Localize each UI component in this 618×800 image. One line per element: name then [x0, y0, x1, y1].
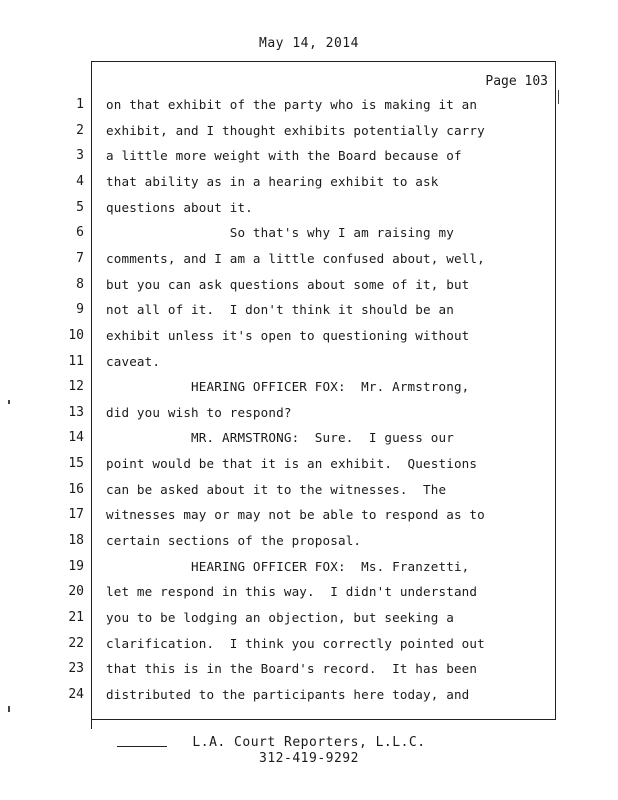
transcript-line — [0, 327, 618, 353]
transcript-line — [0, 122, 618, 148]
transcript-line — [0, 199, 618, 225]
line-number: 12 — [68, 379, 84, 395]
line-number: 8 — [76, 276, 84, 292]
line-number: 1 — [76, 97, 84, 112]
transcript-line — [0, 635, 618, 661]
line-text: point would be that it is an exhibit. Questions — [106, 456, 478, 472]
line-number: 11 — [68, 353, 84, 369]
line-number: 5 — [76, 199, 84, 215]
line-text: HEARING OFFICER FOX: Mr. Armstrong, — [106, 379, 470, 395]
transcript-line — [0, 353, 618, 379]
line-text: comments, and I am a little confused about, well, — [106, 250, 485, 266]
line-number: 19 — [68, 558, 84, 574]
line-number: 7 — [76, 250, 84, 266]
line-number: 13 — [68, 404, 84, 420]
line-text: that ability as in a hearing exhibit to ask — [106, 173, 439, 189]
line-number: 10 — [68, 327, 84, 343]
transcript-line — [0, 250, 618, 276]
line-number: 17 — [68, 507, 84, 523]
transcript-line — [0, 276, 618, 302]
line-number: 22 — [68, 635, 84, 651]
line-text: clarification. I think you correctly pointed out — [106, 635, 485, 651]
line-number: 14 — [68, 430, 84, 446]
line-text: witnesses may or may not be able to respond as to — [106, 507, 485, 523]
line-text: not all of it. I don't think it should be an — [106, 302, 454, 318]
scan-speck — [8, 400, 10, 404]
transcript-line — [0, 481, 618, 507]
line-text: certain sections of the proposal. — [106, 533, 362, 549]
line-text: a little more weight with the Board because of — [106, 148, 462, 164]
line-number: 15 — [68, 456, 84, 472]
line-number: 16 — [68, 481, 84, 497]
line-text: you to be lodging an objection, but seeking a — [106, 610, 454, 625]
court-reporter-name: L.A. Court Reporters, L.L.C. — [192, 735, 426, 750]
transcript-line — [0, 532, 618, 558]
line-text: So that's why I am raising my — [106, 225, 454, 241]
transcript-line — [0, 173, 618, 199]
line-number: 2 — [76, 122, 84, 138]
scan-speck — [558, 90, 559, 104]
line-number: 3 — [76, 148, 84, 164]
transcript-line — [0, 455, 618, 481]
line-text: questions about it. — [106, 199, 253, 215]
transcript-line — [0, 609, 618, 635]
line-text: exhibit unless it's open to questioning without — [106, 327, 470, 343]
line-text: that this is in the Board's record. It has been — [106, 661, 478, 677]
transcript-line — [0, 429, 618, 455]
line-number: 23 — [68, 661, 84, 677]
line-text: on that exhibit of the party who is making it an — [106, 97, 478, 112]
line-number: 9 — [76, 302, 84, 318]
transcript-line — [0, 660, 618, 686]
line-number: 20 — [68, 584, 84, 600]
line-text: can be asked about it to the witnesses. The — [106, 481, 447, 497]
line-number: 4 — [76, 173, 84, 189]
line-text: caveat. — [106, 353, 161, 369]
transcript-line — [0, 506, 618, 532]
transcript-date: May 14, 2014 — [259, 36, 359, 51]
line-text: MR. ARMSTRONG: Sure. I guess our — [106, 430, 454, 446]
transcript-line — [0, 404, 618, 430]
transcript-line — [0, 558, 618, 584]
transcript-line — [0, 147, 618, 173]
transcript-line — [0, 686, 618, 712]
line-text: exhibit, and I thought exhibits potentially carry — [106, 122, 485, 138]
line-number: 21 — [68, 610, 84, 625]
transcript-line — [0, 583, 618, 609]
transcript-line — [0, 378, 618, 404]
transcript-line — [0, 301, 618, 327]
line-text: HEARING OFFICER FOX: Ms. Franzetti, — [106, 558, 470, 574]
line-text: distributed to the participants here today, and — [106, 686, 470, 702]
line-text: did you wish to respond? — [106, 404, 292, 420]
page-number: Page 103 — [485, 74, 548, 89]
line-text: but you can ask questions about some of it, but — [106, 276, 470, 292]
scan-speck — [8, 706, 10, 712]
line-text: let me respond in this way. I didn't understand — [106, 584, 478, 600]
line-number: 6 — [76, 225, 84, 241]
line-number: 24 — [68, 686, 84, 702]
transcript-line — [0, 96, 618, 122]
transcript-line — [0, 224, 618, 250]
line-number: 18 — [68, 533, 84, 549]
court-reporter-phone: 312-419-9292 — [259, 751, 359, 766]
